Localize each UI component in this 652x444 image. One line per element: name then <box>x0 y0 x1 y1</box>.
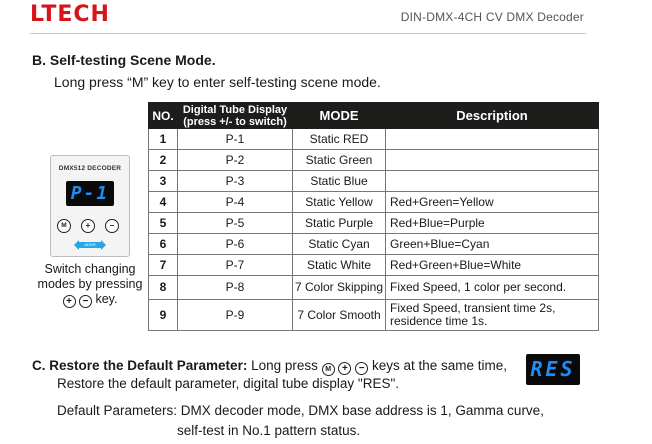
header-display-line1: Digital Tube Display <box>182 103 288 116</box>
row-description <box>386 129 599 150</box>
device-m-button-icon: M <box>57 219 71 233</box>
decoder-device-illustration <box>50 155 130 257</box>
section-c-text-after: keys at the same time, <box>371 358 508 373</box>
table-row <box>149 255 599 276</box>
row-description: Red+Green=Yellow <box>386 192 599 213</box>
res-display: RES <box>526 354 580 385</box>
row-display: P-4 <box>178 192 293 213</box>
row-mode: Static Yellow <box>293 192 386 213</box>
device-caption-line3 <box>34 292 146 308</box>
device-caption-line1: Switch changing <box>44 262 136 276</box>
row-description-line2: residence time 1s. <box>390 314 488 328</box>
row-display: P-5 <box>178 213 293 234</box>
row-mode: 7 Color Smooth <box>293 300 386 331</box>
row-display: P-7 <box>178 255 293 276</box>
minus-key-icon: − <box>355 362 368 375</box>
row-description: Red+Blue=Purple <box>386 213 599 234</box>
row-display: P-8 <box>178 276 293 300</box>
row-mode: 7 Color Skipping <box>293 276 386 300</box>
row-no: 6 <box>149 234 178 255</box>
row-no: 5 <box>149 213 178 234</box>
row-display: P-1 <box>178 129 293 150</box>
section-b-title: B. Self-testing Scene Mode. <box>32 52 216 68</box>
section-c-text-before: Long press <box>251 358 318 373</box>
row-display: P-2 <box>178 150 293 171</box>
section-c-line1 <box>32 358 507 376</box>
row-description: Fixed Speed, 1 color per second. <box>386 276 599 300</box>
table-row <box>149 150 599 171</box>
row-description <box>386 300 599 331</box>
table-row <box>149 129 599 150</box>
scene-mode-table <box>148 102 599 331</box>
plus-key-icon: + <box>338 362 351 375</box>
row-mode: Static Purple <box>293 213 386 234</box>
row-display: P-6 <box>178 234 293 255</box>
row-description: Green+Blue=Cyan <box>386 234 599 255</box>
minus-key-icon: − <box>79 295 92 308</box>
row-mode: Static Green <box>293 150 386 171</box>
device-caption-tail: key. <box>95 292 118 306</box>
section-b-description: Long press “M” key to enter self-testing scene mode. <box>54 74 381 90</box>
row-mode: Static Cyan <box>293 234 386 255</box>
table-row <box>149 276 599 300</box>
plus-key-icon: + <box>63 295 76 308</box>
row-mode: Static Blue <box>293 171 386 192</box>
default-parameters-line1: Default Parameters: DMX decoder mode, DMX base address is 1, Gamma curve, <box>57 403 544 418</box>
default-parameters-line2: self-test in No.1 pattern status. <box>177 423 361 438</box>
row-mode: Static RED <box>293 129 386 150</box>
device-caption <box>34 262 146 308</box>
table-row <box>149 300 599 331</box>
section-c-line2: Restore the default parameter, digital tube display "RES". <box>57 376 400 391</box>
addr-arrow-icon <box>78 242 102 248</box>
row-description <box>386 171 599 192</box>
doc-title: DIN-DMX-4CH CV DMX Decoder <box>400 10 584 24</box>
section-c-title: C. Restore the Default Parameter: <box>32 358 248 373</box>
header-display <box>178 103 293 129</box>
table-row <box>149 213 599 234</box>
device-plus-button-icon: + <box>81 219 95 233</box>
row-display: P-9 <box>178 300 293 331</box>
row-no: 7 <box>149 255 178 276</box>
row-description <box>386 150 599 171</box>
row-mode: Static White <box>293 255 386 276</box>
row-no: 8 <box>149 276 178 300</box>
header-divider <box>30 33 586 34</box>
row-no: 4 <box>149 192 178 213</box>
table-row <box>149 234 599 255</box>
addr-arrow-label: ADDR <box>84 242 96 247</box>
row-no: 3 <box>149 171 178 192</box>
device-label: DMX512 DECODER <box>58 165 122 172</box>
row-no: 9 <box>149 300 178 331</box>
m-key-icon: M <box>322 363 335 376</box>
row-no: 1 <box>149 129 178 150</box>
row-no: 2 <box>149 150 178 171</box>
header-mode: MODE <box>293 103 386 129</box>
brand-logo: LTECH <box>30 2 110 27</box>
table-row <box>149 171 599 192</box>
row-description: Red+Green+Blue=White <box>386 255 599 276</box>
header-no: NO. <box>149 103 178 129</box>
table-row <box>149 192 599 213</box>
table-header-row <box>149 103 599 129</box>
header-display-line2: (press +/- to switch) <box>183 115 287 128</box>
device-minus-button-icon: − <box>105 219 119 233</box>
row-description-line1: Fixed Speed, transient time 2s, <box>390 301 556 315</box>
device-display: P-1 <box>66 181 114 206</box>
row-display: P-3 <box>178 171 293 192</box>
device-caption-line2: modes by pressing <box>37 277 143 291</box>
header-description: Description <box>386 103 599 129</box>
